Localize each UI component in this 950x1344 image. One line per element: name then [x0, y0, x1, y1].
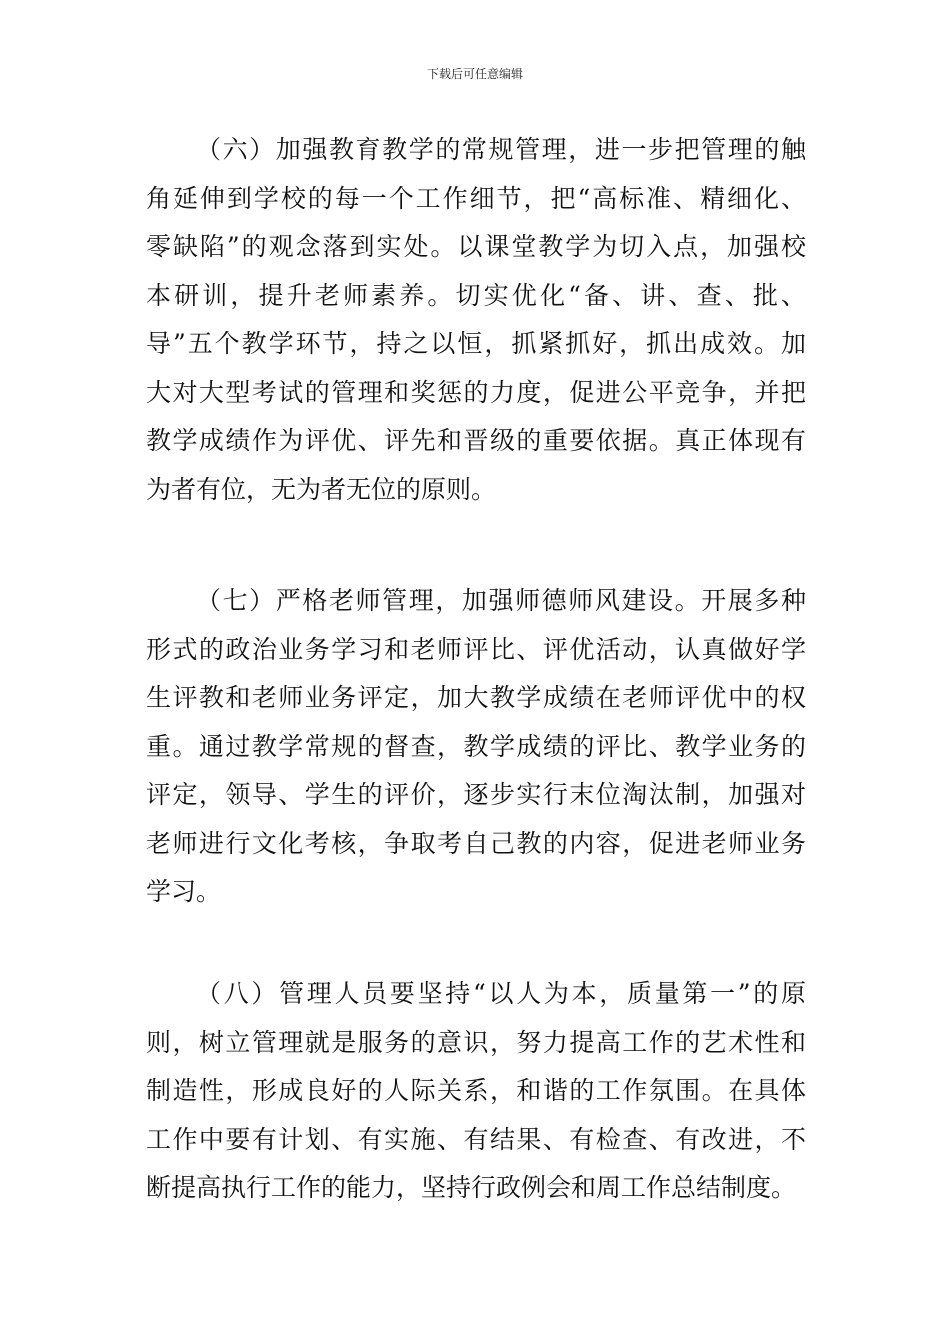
paragraph-line: 零缺陷”的观念落到实处。以课堂教学为切入点，加强校: [146, 232, 806, 261]
paragraph-line: 学习。: [146, 877, 222, 906]
paragraph-line: 生评教和老师业务评定，加大教学成绩在老师评优中的权: [146, 683, 806, 712]
paragraph-line: 导”五个教学环节，持之以恒，抓紧抓好，抓出成效。加: [146, 329, 806, 358]
paragraph-line: （八）管理人员要坚持“以人为本，质量第一”的原: [196, 979, 806, 1008]
paragraph-6: [146, 126, 806, 514]
page-header-note: 下载后可任意编辑: [426, 67, 523, 81]
paragraph-line: 角延伸到学校的每一个工作细节，把“高标准、精细化、: [146, 183, 806, 213]
paragraph-line: 形式的政治业务学习和老师评比、评优活动，认真做好学: [146, 634, 806, 664]
paragraph-line: 制造性，形成良好的人际关系，和谐的工作氛围。在具体: [146, 1076, 806, 1105]
paragraph-line: 老师进行文化考核，争取考自己教的内容，促进老师业务: [146, 828, 806, 858]
paragraph-8: [146, 970, 806, 1213]
paragraph-line: 则，树立管理就是服务的意识，努力提高工作的艺术性和: [146, 1027, 806, 1057]
paragraph-line: 为者有位，无为者无位的原则。: [146, 474, 497, 504]
paragraph-line: 教学成绩作为评优、评先和晋级的重要依据。真正体现有: [146, 426, 806, 455]
paragraph-line: 本研训，提升老师素养。切实优化“备、讲、查、批、: [146, 280, 806, 310]
paragraph-line: 大对大型考试的管理和奖惩的力度，促进公平竞争，并把: [146, 377, 806, 407]
paragraph-line: 重。通过教学常规的督查，教学成绩的评比、教学业务的: [146, 731, 806, 761]
paragraph-line: 断提高执行工作的能力，坚持行政例会和周工作总结制度。: [146, 1173, 797, 1202]
paragraph-line: （六）加强教育教学的常规管理，进一步把管理的触: [196, 135, 806, 164]
paragraph-line: 工作中要有计划、有实施、有结果、有检查、有改进，不: [146, 1124, 806, 1154]
paragraph-line: 评定，领导、学生的评价，逐步实行末位淘汰制，加强对: [146, 780, 806, 809]
paragraph-line: （七）严格老师管理，加强师德师风建设。开展多种: [196, 586, 806, 615]
paragraph-7: [146, 577, 806, 917]
